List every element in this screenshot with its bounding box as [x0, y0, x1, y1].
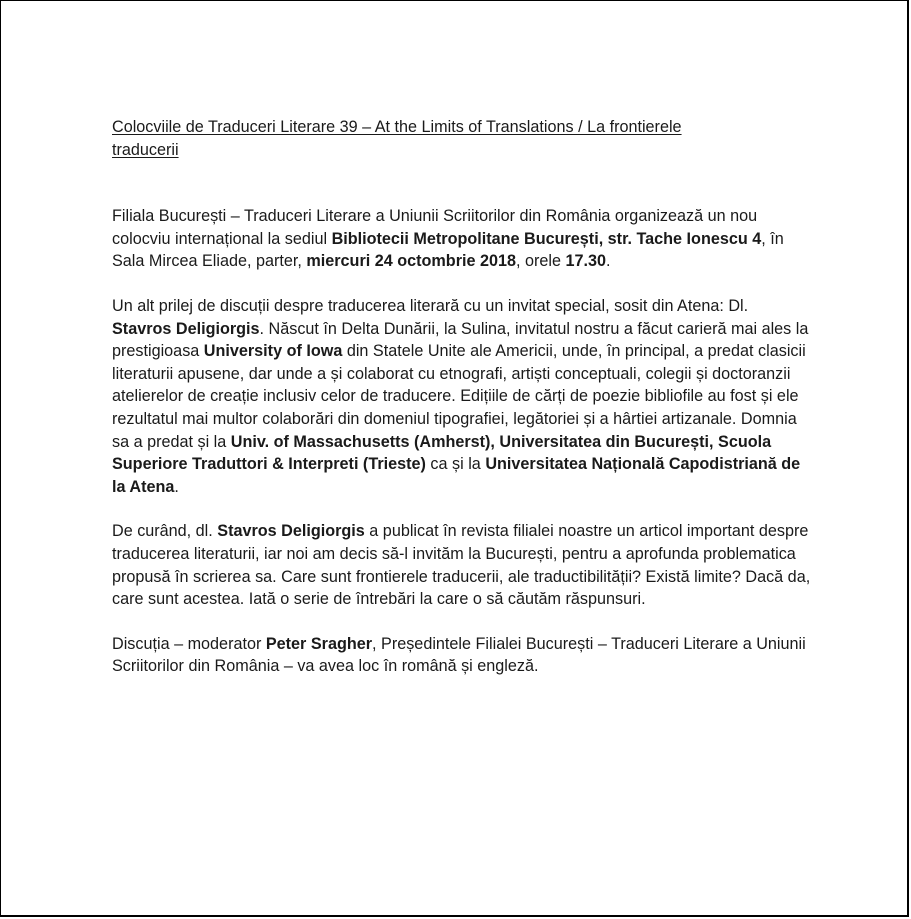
paragraph-text: din Statele Unite ale Americii, unde, în principal, a predat clasicii literaturii apusene, dar unde a și colaborat cu etnografi, artiști conceptuali, colegii și doctoranzii atelierelor de creație inclusiv celor de traducere. Edițiile de cărți de poezie bibliofile au fost și ele rezultatul mai multor colaborări din domeniul tipografiei, legătoriei și a hârtiei artizanale. Domnia sa a predat și la	[112, 342, 806, 451]
paragraph-text: .	[606, 252, 611, 271]
paragraph-topic	[112, 520, 812, 610]
paragraph-text: , în Sala Mircea Eliade, parter,	[112, 229, 784, 271]
paragraph-text: ca și la	[425, 455, 486, 474]
paragraph-text: , orele	[516, 252, 566, 271]
paragraph-guest-bio	[112, 295, 812, 498]
institution-list: Univ. of Massachusetts (Amherst), Universitatea din București, Scuola Superiore Traduttori & Interpreti (Trieste)	[112, 432, 772, 474]
institution-name: Universitatea Națională Capodistriană de la Atena	[112, 455, 801, 496]
document-title: Colocviile de Traduceri Literare 39 – At the Limits of Translations / La frontierele traducerii	[112, 118, 682, 159]
paragraph-text: Discuția – moderator	[112, 634, 266, 653]
paragraph-event-announcement	[112, 205, 812, 273]
institution-name: University of Iowa	[203, 342, 343, 361]
paragraph-moderator	[112, 633, 812, 678]
event-time: 17.30	[565, 252, 607, 271]
paragraph-text: , Președintele Filialei București – Traduceri Literare a Uniunii Scriitorilor din România – va avea loc în română și engleză.	[112, 634, 806, 676]
paragraph-text: .	[174, 477, 179, 496]
venue-name: Bibliotecii Metropolitane București, str. Tache Ionescu 4	[331, 229, 762, 248]
paragraph-text: Un alt prilej de discuții despre traducerea literară cu un invitat special, sosit din Atena: Dl.	[112, 296, 749, 315]
paragraph-text: a publicat în revista filialei noastre un articol important despre traducerea literaturii, iar noi am decis să-l invităm la București, pentru a aprofunda problematica propusă în scrierea sa. Care sunt frontierele traducerii, ale traductibilității? Există limite? Dacă da, care sunt acestea. Iată o serie de întrebări la care o să căutăm răspunsuri.	[112, 522, 811, 609]
paragraph-text: Filiala București – Traduceri Literare a Uniunii Scriitorilor din România organizează un nou colocviu internațional la sediul	[112, 207, 758, 248]
paragraph-text: De curând, dl.	[112, 522, 218, 541]
guest-name: Stavros Deligiorgis	[217, 522, 365, 541]
moderator-name: Peter Sragher	[265, 634, 373, 653]
event-date: miercuri 24 octombrie 2018	[306, 252, 516, 271]
document-body	[112, 116, 812, 678]
paragraph-text: . Născut în Delta Dunării, la Sulina, invitatul nostru a făcut carieră mai ales la prestigioasa	[112, 319, 809, 361]
guest-name: Stavros Deligiorgis	[112, 319, 260, 338]
